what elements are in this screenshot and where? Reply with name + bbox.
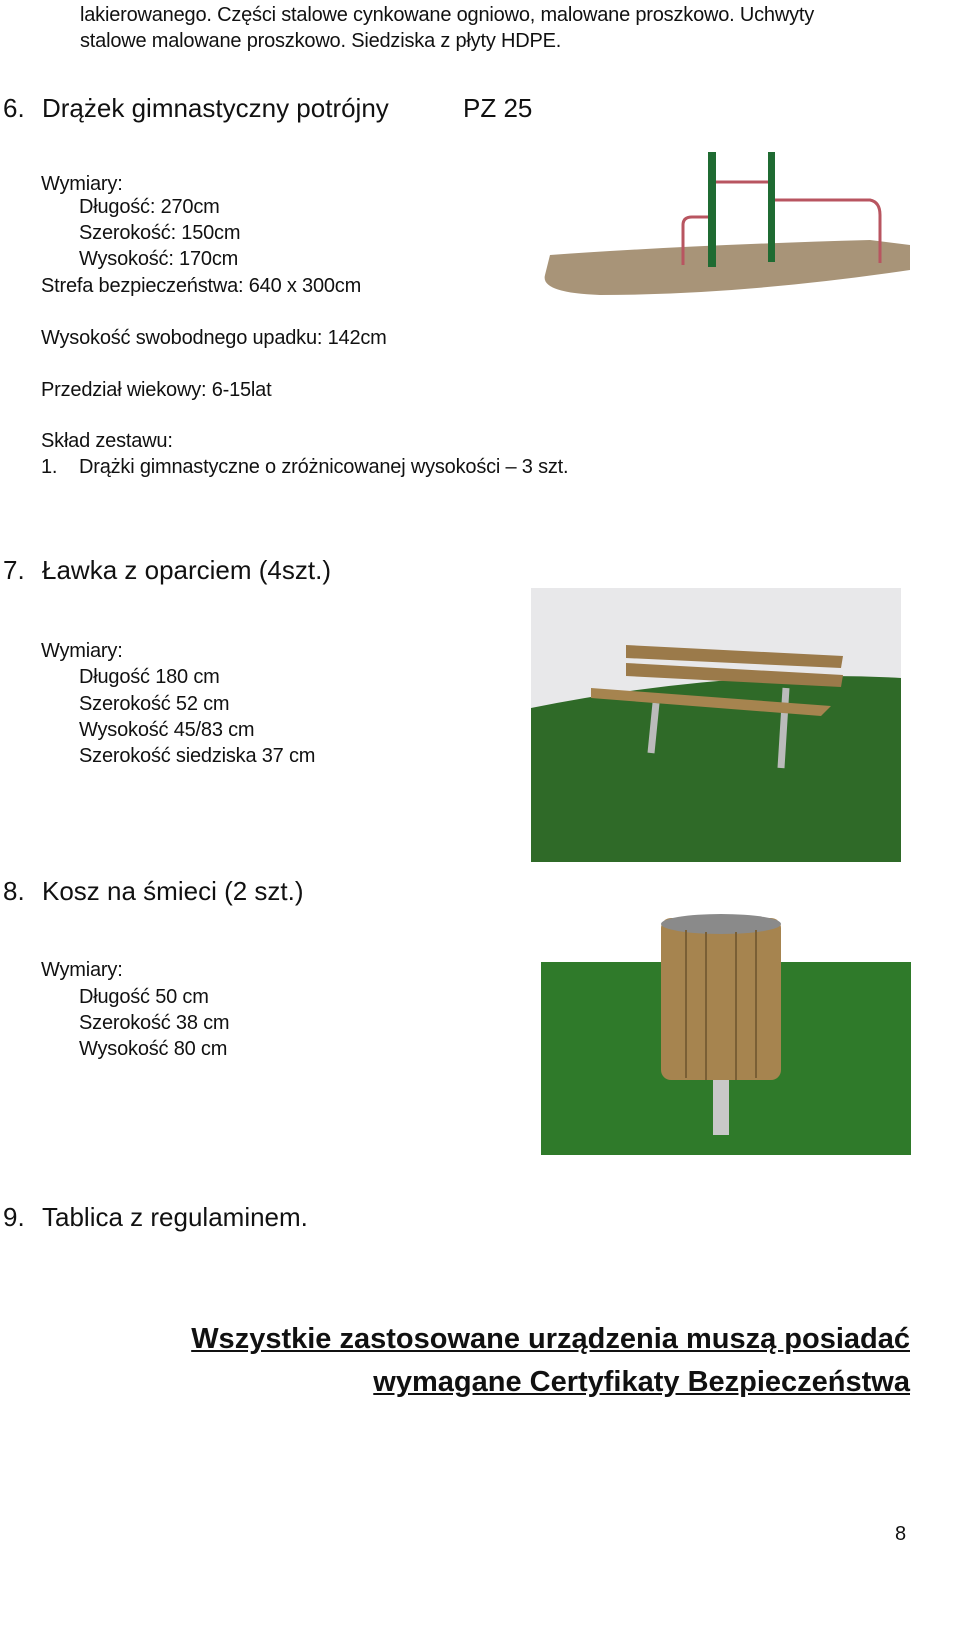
item6-number: 6. <box>3 93 25 123</box>
item6-dim: Wysokość: 170cm <box>79 248 239 270</box>
item9-number: 9. <box>3 1202 25 1232</box>
item7-dim: Długość 180 cm <box>79 666 220 688</box>
item6-fall-height: Wysokość swobodnego upadku: 142cm <box>41 327 387 349</box>
item7-dim: Wysokość 45/83 cm <box>79 719 255 741</box>
item8-dim: Wysokość 80 cm <box>79 1038 228 1060</box>
item6-dims-label: Wymiary: <box>41 173 123 195</box>
item6-age-range: Przedział wiekowy: 6-15lat <box>41 379 272 401</box>
intro-line-1: lakierowanego. Części stalowe cynkowane ogniowo, malowane proszkowo. Uchwyty <box>80 4 815 26</box>
certificate-notice-line-2: wymagane Certyfikaty Bezpieczeństwa <box>373 1366 910 1398</box>
gymnastic-bar-image <box>540 145 912 295</box>
item6-set-label: Skład zestawu: <box>41 430 173 452</box>
item6-dim: Długość: 270cm <box>79 196 220 218</box>
item8-dim: Szerokość 38 cm <box>79 1012 230 1034</box>
certificate-notice-line-1: Wszystkie zastosowane urządzenia muszą posiadać <box>191 1323 910 1355</box>
item7-title: Ławka z oparciem (4szt.) <box>42 555 331 585</box>
page-number: 8 <box>895 1523 906 1545</box>
item6-code: PZ 25 <box>463 93 533 123</box>
intro-line-2: stalowe malowane proszkowo. Siedziska z płyty HDPE. <box>80 30 562 52</box>
item9-title: Tablica z regulaminem. <box>42 1202 308 1232</box>
trash-bin-image <box>541 910 911 1155</box>
item6-title: Drążek gimnastyczny potrójny <box>42 93 389 123</box>
bench-image <box>531 588 901 862</box>
item6-safety-zone: Strefa bezpieczeństwa: 640 x 300cm <box>41 275 362 297</box>
item8-dim: Długość 50 cm <box>79 986 209 1008</box>
item7-dim: Szerokość siedziska 37 cm <box>79 745 316 767</box>
item8-dims-label: Wymiary: <box>41 959 123 981</box>
item7-number: 7. <box>3 555 25 585</box>
item7-dims-label: Wymiary: <box>41 640 123 662</box>
item6-dim: Szerokość: 150cm <box>79 222 241 244</box>
item6-set-item-text: Drążki gimnastyczne o zróżnicowanej wysokości – 3 szt. <box>79 456 569 478</box>
item7-dim: Szerokość 52 cm <box>79 693 230 715</box>
item8-title: Kosz na śmieci (2 szt.) <box>42 876 304 906</box>
item6-set-item-number: 1. <box>41 456 58 478</box>
item8-number: 8. <box>3 876 25 906</box>
